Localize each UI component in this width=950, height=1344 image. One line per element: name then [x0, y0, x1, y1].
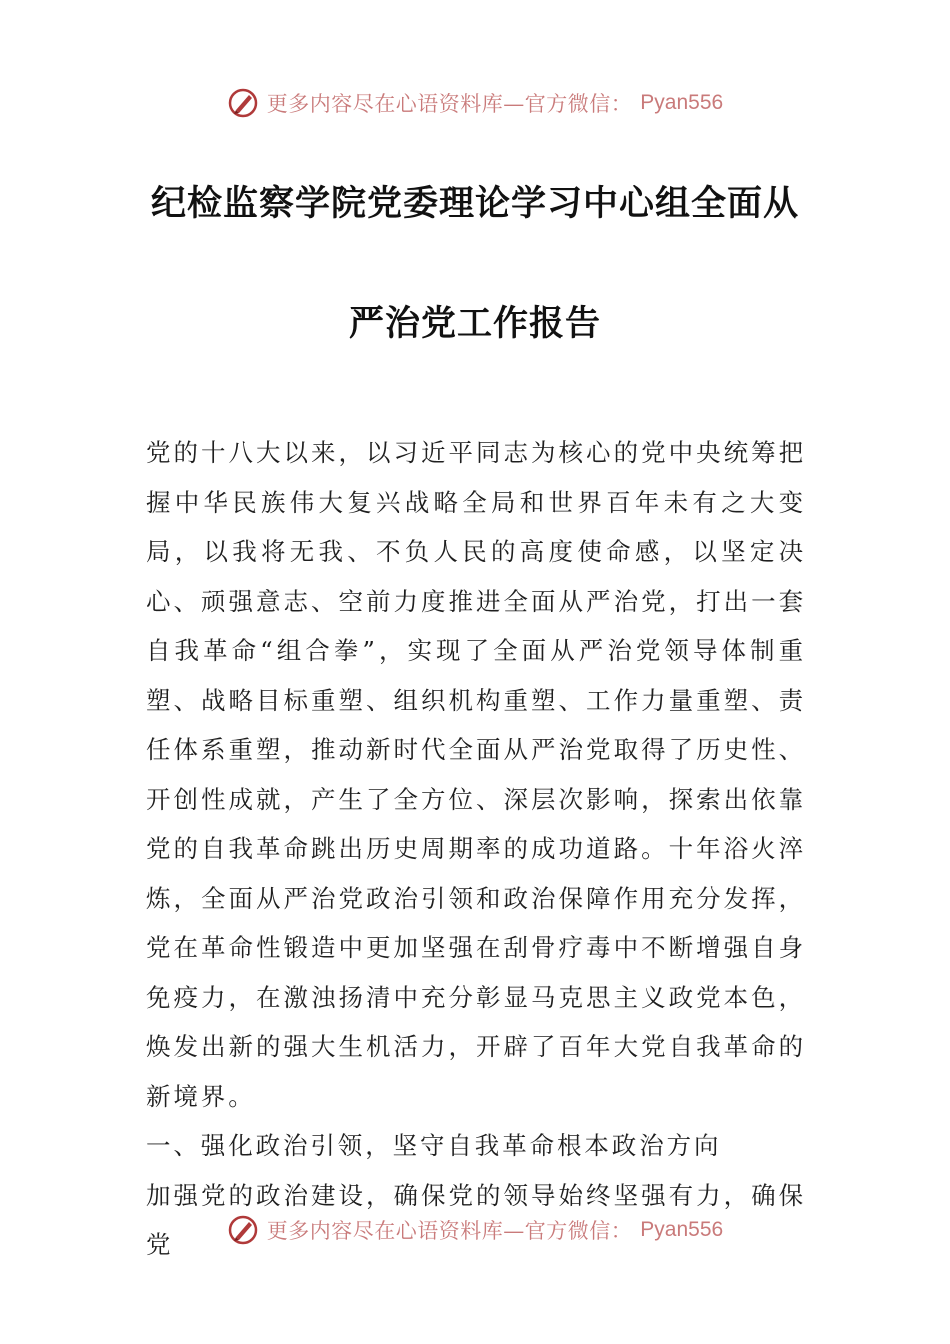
document-title-line2: 严治党工作报告 [348, 304, 601, 344]
footer-watermark [0, 1210, 950, 1250]
document-title-line1: 纪检监察学院党委理论学习中心组全面从 [150, 184, 799, 224]
pen-logo-icon [227, 87, 259, 119]
paragraph-intro: 党的十八大以来，以习近平同志为核心的党中央统筹把握中华民族伟大复兴战略全局和世界百年未有之大变局，以我将无我、不负人民的高度使命感，以坚定决心、顽强意志、空前力度推进全面从严治党，打出一套自我革命“组合拳”，实现了全面从严治党领导体制重塑、战略目标重塑、组织机构重塑、工作力量重塑、责任体系重塑，推动新时代全面从严治党取得了历史性、开创性成就，产生了全方位、深层次影响，探索出依靠党的自我革命跳出历史周期率的成功道路。十年浴火淬炼，全面从严治党政治引领和政治保障作用充分发挥，党在革命性锻造中更加坚强在刮骨疗毒中不断增强自身免疫力，在激浊扬清中充分彰显马克思主义政党本色，焕发出新的强大生机活力，开辟了百年大党自我革命的新境界。 [146, 438, 806, 1111]
document-body [146, 428, 806, 1270]
watermark-wechat-id: Pyan556 [640, 1218, 724, 1241]
paragraph-section-1: 加强党的政治建设，确保党的领导始终坚强有力，确保党 [146, 1180, 806, 1259]
watermark-text: 更多内容尽在心语资料库—官方微信： [266, 92, 633, 116]
header-watermark [0, 83, 950, 123]
section-heading-1: 一、强化政治引领，坚守自我革命根本政治方向 [146, 1131, 722, 1160]
pen-logo-icon [227, 1214, 259, 1246]
watermark-text: 更多内容尽在心语资料库—官方微信： [266, 1219, 633, 1243]
watermark-wechat-id: Pyan556 [640, 91, 724, 114]
